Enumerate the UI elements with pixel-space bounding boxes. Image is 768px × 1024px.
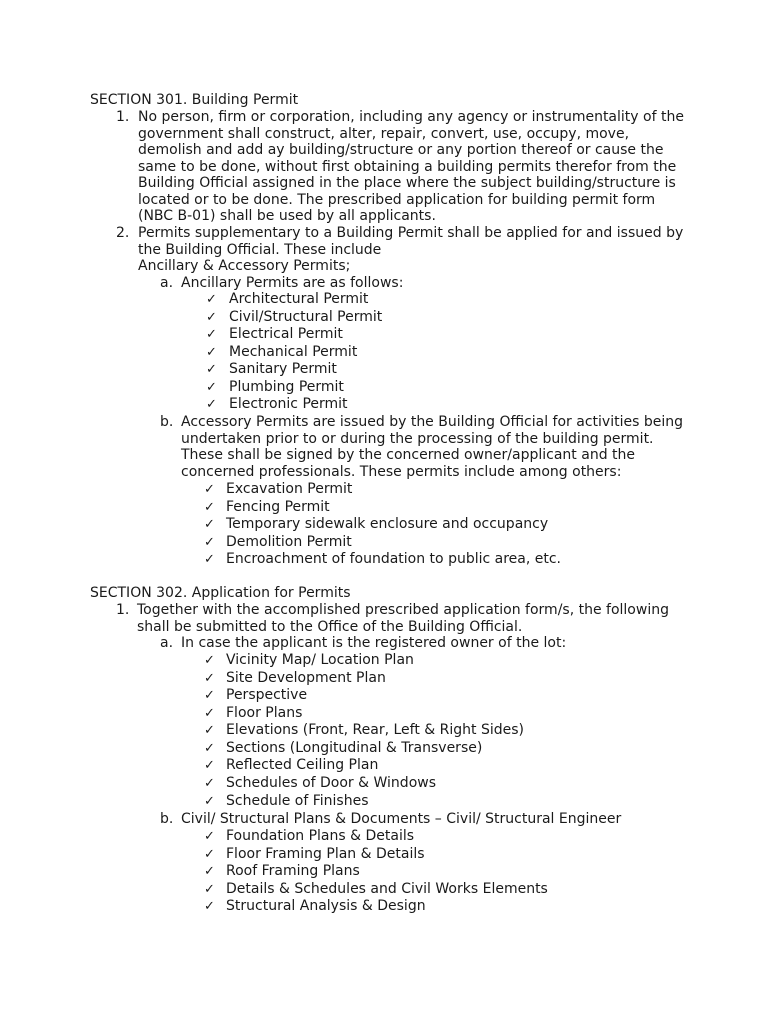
sub-item-text: Civil/ Structural Plans & Documents – Civil/ Structural Engineer — [181, 811, 622, 827]
check-icon: ✓ — [204, 846, 215, 862]
sub-item-line: concerned professionals. These permits include among others: — [181, 463, 622, 480]
list-letter: b. — [160, 414, 174, 430]
check-item: Foundation Plans & Details — [226, 828, 415, 844]
check-icon: ✓ — [204, 794, 215, 809]
list-number: 1. — [116, 602, 130, 618]
check-icon: ✓ — [204, 552, 215, 567]
check-item: Fencing Permit — [226, 498, 330, 515]
list-letter: b. — [160, 811, 174, 827]
paragraph-line: Ancillary & Accessory Permits; — [138, 258, 351, 274]
check-icon: ✓ — [206, 397, 217, 412]
check-icon: ✓ — [204, 688, 215, 703]
check-icon: ✓ — [204, 499, 215, 515]
check-icon: ✓ — [206, 327, 217, 342]
sub-item-text: Ancillary Permits are as follows: — [181, 275, 404, 291]
check-item: Roof Framing Plans — [226, 863, 360, 879]
check-icon: ✓ — [204, 705, 215, 721]
check-icon: ✓ — [204, 829, 215, 844]
check-icon: ✓ — [204, 881, 215, 897]
check-item: Floor Plans — [226, 704, 303, 721]
check-icon: ✓ — [206, 344, 217, 360]
check-item: Civil/Structural Permit — [229, 308, 383, 325]
check-icon: ✓ — [206, 379, 217, 395]
list-number: 1. — [116, 109, 130, 125]
check-item: Schedule of Finishes — [226, 793, 369, 809]
list-letter: a. — [160, 635, 174, 651]
check-icon: ✓ — [204, 899, 215, 914]
check-icon: ✓ — [204, 534, 215, 550]
check-item: Elevations (Front, Rear, Left & Right Sides) — [226, 722, 524, 738]
paragraph-line: demolish and add ay building/structure or any portion thereof or cause the — [138, 142, 664, 158]
check-item: Demolition Permit — [226, 533, 352, 550]
check-item: Floor Framing Plan & Details — [226, 845, 425, 862]
check-icon: ✓ — [204, 864, 215, 879]
check-item: Excavation Permit — [226, 481, 353, 497]
check-item: Sections (Longitudinal & Transverse) — [226, 739, 483, 756]
check-icon: ✓ — [204, 482, 215, 497]
check-item: Details & Schedules and Civil Works Elements — [226, 880, 548, 897]
check-icon: ✓ — [206, 292, 217, 307]
check-item: Structural Analysis & Design — [226, 898, 426, 914]
check-item: Reflected Ceiling Plan — [226, 757, 379, 773]
paragraph-line: Together with the accomplished prescribed application form/s, the following — [137, 602, 669, 618]
check-item: Encroachment of foundation to public area, etc. — [226, 551, 562, 567]
paragraph-line: government shall construct, alter, repair, convert, use, occupy, move, — [138, 125, 630, 142]
check-item: Architectural Permit — [229, 291, 369, 307]
section-301-heading: SECTION 301. Building Permit — [90, 92, 299, 108]
check-icon: ✓ — [204, 776, 215, 791]
check-item: Electrical Permit — [229, 326, 343, 342]
sub-item-line: undertaken prior to or during the processing of the building permit. — [181, 430, 654, 447]
paragraph-line: Building Official assigned in the place where the subject building/structure is — [138, 175, 676, 191]
check-icon: ✓ — [204, 740, 215, 756]
paragraph-line: No person, firm or corporation, including any agency or instrumentality of the — [138, 109, 684, 125]
paragraph-line: (NBC B-01) shall be used by all applicants. — [138, 208, 436, 224]
check-icon: ✓ — [204, 517, 215, 532]
sub-item-line: Accessory Permits are issued by the Building Official for activities being — [181, 414, 683, 430]
check-item: Electronic Permit — [229, 396, 348, 412]
check-item: Vicinity Map/ Location Plan — [226, 652, 414, 668]
check-item: Temporary sidewalk enclosure and occupancy — [226, 516, 549, 532]
check-icon: ✓ — [204, 670, 215, 686]
check-icon: ✓ — [204, 758, 215, 773]
paragraph-line: same to be done, without first obtaining a building permits therefor from the — [138, 158, 677, 175]
paragraph-line: the Building Official. These include — [138, 241, 382, 258]
check-item: Mechanical Permit — [229, 343, 358, 360]
check-item: Schedules of Door & Windows — [226, 775, 436, 791]
check-icon: ✓ — [204, 653, 215, 668]
paragraph-line: shall be submitted to the Office of the Building Official. — [137, 618, 523, 635]
check-item: Perspective — [226, 687, 308, 703]
list-number: 2. — [116, 225, 130, 241]
check-item: Sanitary Permit — [229, 361, 337, 377]
check-item: Site Development Plan — [226, 669, 386, 686]
check-icon: ✓ — [204, 723, 215, 738]
sub-item-line: These shall be signed by the concerned owner/applicant and the — [181, 447, 636, 463]
check-icon: ✓ — [206, 309, 217, 325]
paragraph-line: located or to be done. The prescribed application for building permit form — [138, 191, 656, 208]
check-icon: ✓ — [206, 362, 217, 377]
sub-item-text: In case the applicant is the registered owner of the lot: — [181, 635, 567, 651]
paragraph-line: Permits supplementary to a Building Permit shall be applied for and issued by — [138, 225, 684, 241]
check-item: Plumbing Permit — [229, 378, 344, 395]
list-letter: a. — [160, 275, 174, 291]
section-302-heading: SECTION 302. Application for Permits — [90, 585, 351, 601]
